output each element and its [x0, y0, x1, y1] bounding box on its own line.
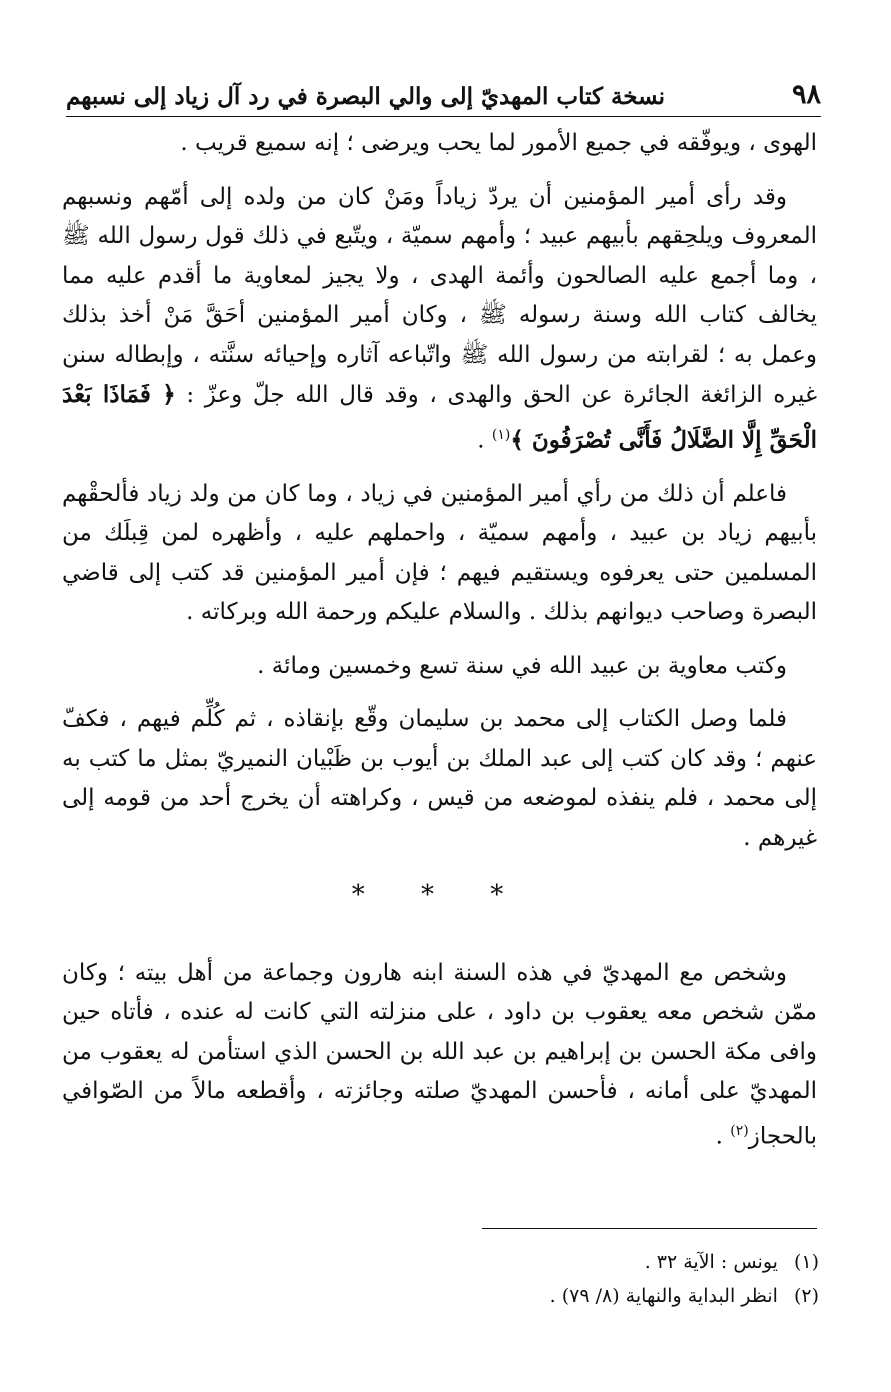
paragraph-4: وكتب معاوية بن عبيد الله في سنة تسع وخمسين ومائة . [257, 652, 787, 679]
paragraph-6-end: . [715, 1123, 731, 1150]
footnote-ref-2: (٢) [730, 1122, 749, 1139]
paragraph-1: الهوى ، ويوفّقه في جميع الأمور لما يحب ويرضى ؛ إنه سميع قريب . [180, 130, 817, 156]
page-body [62, 124, 817, 1171]
section-separator: * * * [351, 880, 528, 911]
paragraph-3: فاعلم أن ذلك من رأي أمير المؤمنين في زياد ، وما كان من ولد زياد فألحقْهم بأبيهم زياد بن عبيد ، وأمهم سميّة ، واحملهم عليه ، وأظهره لمن قِبلَك من المسلمين حتى يعرفوه ويستقيم فيهم ؛ فإن أمير المؤمنين قد كتب إلى قاضي البصرة وصاحب ديوانهم بذلك . والسلام عليكم ورحمة الله وبركاته . [62, 480, 817, 626]
footnotes [62, 1245, 819, 1313]
footnote-1 [62, 1245, 819, 1279]
page-header [66, 66, 821, 117]
footnote-ref-1: (١) [491, 426, 511, 443]
quran-verse: ﴿ فَمَاذَا بَعْدَ الْحَقِّ إِلَّا الضَّلَالُ فَأَنَّى تُصْرَفُونَ ﴾ [62, 381, 817, 454]
paragraph-2 [62, 178, 817, 461]
footnote-text: يونس : الآية ٣٢ . [644, 1251, 778, 1273]
running-title: نسخة كتاب المهديّ إلى والي البصرة في رد آل زياد إلى نسبهم [66, 83, 666, 110]
footnote-number: (٢) [793, 1285, 819, 1307]
paragraph-6 [62, 954, 817, 1157]
footnote-2 [62, 1279, 819, 1313]
footnote-text: انظر البداية والنهاية (٨/ ٧٩) . [549, 1285, 778, 1307]
footnote-divider [482, 1228, 817, 1229]
page-number: ٩٨ [791, 79, 821, 110]
paragraph-6-text: وشخص مع المهديّ في هذه السنة ابنه هارون وجماعة من أهل بيته ؛ وكان ممّن شخص معه يعقوب بن داود ، على منزلته التي كانت له عنده ، فأتاه حين وافى مكة الحسن بن إبراهيم بن عبد الله بن الحسن الذي استأمن له يعقوب من المهديّ على أمانه ، فأحسن المهديّ صلته وجائزته ، وأقطعه مالاً من الصّوافي بالحجاز [62, 959, 817, 1150]
paragraph-5: فلما وصل الكتاب إلى محمد بن سليمان وقّع بإنقاذه ، ثم كُلِّم فيهم ، فكفّ عنهم ؛ وقد كان كتب إلى عبد الملك بن أيوب بن ظَبْيان النميريّ بمثل ما كتب به إلى محمد ، فلم ينفذه لموضعه من قيس ، وكراهته أن يخرج أحد من قومه إلى غيرهم . [62, 706, 817, 851]
footnote-number: (١) [793, 1251, 819, 1273]
paragraph-2-end: . [477, 427, 492, 454]
paragraph-2-text: وقد رأى أمير المؤمنين أن يردّ زياداً ومَنْ كان من ولده إلى أمّهم ونسبهم المعروف ويلحِقهم بأبيهم عبيد ؛ وأمهم سميّة ، ويتّبع في ذلك قول رسول الله ﷺ ، وما أجمع عليه الصالحون وأئمة الهدى ، ولا يجيز لمعاوية ما أقدم عليه مما يخالف كتاب الله وسنة رسوله ﷺ ، وكان أمير المؤمنين أحَقَّ مَنْ أخذ بذلك وعمل به ؛ لقرابته من رسول الله ﷺ واتّباعه آثاره وإحيائه سنَّته ، وإبطاله سنن غيره الزائغة الجائرة عن الحق والهدى ، وقد قال الله جلّ وعزّ : [62, 183, 817, 408]
